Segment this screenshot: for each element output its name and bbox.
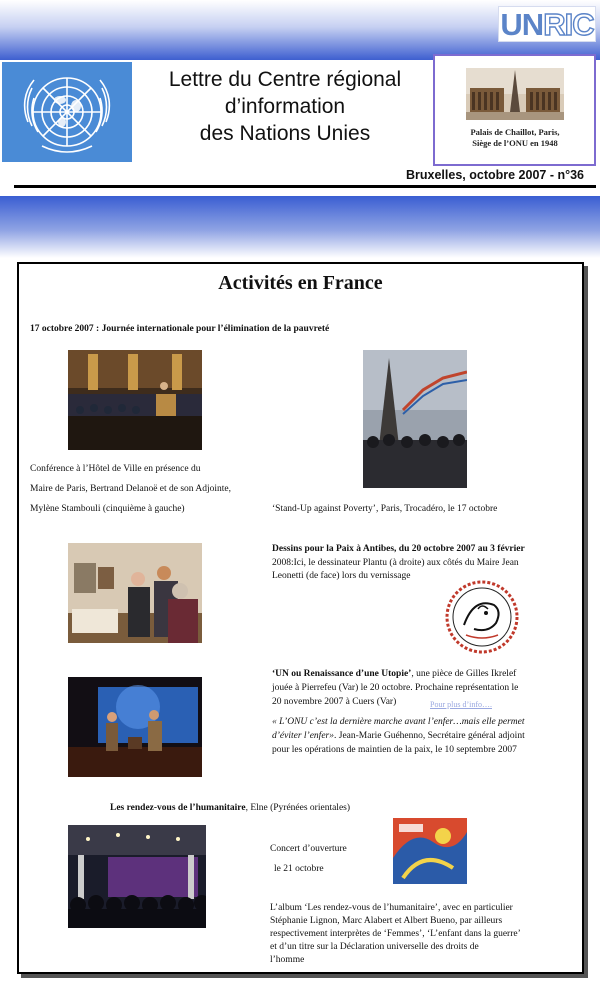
un-emblem [2,62,132,162]
title-line-1: Lettre du Centre régional [168,68,402,91]
quote-line-2 [272,730,584,743]
theatre-play-photo [68,677,202,777]
issue-dateline: Bruxelles, octobre 2007 - n°36 [406,168,584,182]
logo-un-text: UN [500,7,544,42]
conference-caption-line-2: Maire de Paris, Bertrand Delanoë et de son Adjointe, [30,484,232,494]
utopie-heading [272,668,584,681]
utopie-line-2: 20 novembre 2007 à Cuers (Var) [272,697,397,707]
chaillot-caption-line-1: Palais de Chaillot, Paris, [470,127,560,137]
standup-poverty-photo [363,350,467,488]
title-line-3: des Nations Unies [199,122,371,145]
palais-chaillot-photo [466,68,564,120]
secondary-gradient-band [0,196,600,258]
utopie-author: , une pièce de Gilles Ikrelef [411,669,517,679]
utopie-title: ‘UN ou Renaissance d’une Utopie’ [272,669,412,679]
quote-line-2-italic: d’éviter l’enfer» [272,731,334,741]
logo-ric-text: RIC [543,7,594,42]
concert-line-2: le 21 octobre [274,864,324,874]
album-line-2: Stéphanie Lignon, Marc Alabert et Albert Bueno, par ailleurs [270,916,503,926]
album-line-4: et d’un titre sur la Déclaration universelle des droits de [270,942,479,952]
section-title: Activités en France [218,272,383,294]
album-line-5: l’homme [270,955,305,965]
quote-line-3: pour les opérations de maintien de la paix, le 10 septembre 2007 [272,745,517,755]
title-line-2: d’information [224,95,346,118]
quote-line-1: « L’ONU c’est la dernière marche avant l’enfer…mais elle permet [272,717,525,727]
unric-logo [498,6,596,42]
header-rule [14,185,596,188]
conference-caption-line-1: Conférence à l’Hôtel de Ville en présence du [30,464,201,474]
conference-photo [68,350,202,450]
newsletter-title [140,66,430,147]
plantu-peace-drawing [444,579,520,655]
album-line-3: respectivement interprètes de ‘Femmes’, ‘L’enfant dans la guerre’ [270,929,521,939]
humanitaire-location: , Elne (Pyrénées orientales) [245,803,351,813]
humanitaire-title: Les rendez-vous de l’humanitaire [110,803,246,813]
poverty-heading: 17 octobre 2007 : Journée internationale pour l’élimination de la pauvreté [30,324,330,334]
antibes-heading: Dessins pour la Paix à Antibes, du 20 octobre 2007 au 3 février [272,544,525,554]
concert-photo [68,825,206,928]
antibes-line-1: 2008:Ici, le dessinateur Plantu (à droite) aux côtés du Maire Jean [272,558,519,568]
album-line-1: L’album ‘Les rendez-vous de l’humanitaire’, avec en particulier [270,903,513,913]
standup-caption: ‘Stand-Up against Poverty’, Paris, Trocadéro, le 17 octobre [272,504,498,514]
antibes-exhibition-photo [68,543,202,643]
concert-line-1: Concert d’ouverture [270,844,347,854]
chaillot-caption-line-2: Siège de l’ONU en 1948 [472,137,558,148]
chaillot-caption [438,127,592,148]
utopie-line-1: jouée à Pierrefeu (Var) le 20 octobre. Prochaine représentation le [272,683,519,693]
more-info-link[interactable]: Pour plus d’info…. [430,700,492,709]
humanitaire-heading [110,802,460,815]
conference-caption-line-3: Mylène Stambouli (cinquième à gauche) [30,504,185,514]
antibes-line-2: Leonetti (de face) lors du vernissage [272,571,411,581]
un-globe-icon [2,62,132,162]
quote-attribution: . Jean-Marie Guéhenno, Secrétaire général adjoint [334,731,525,741]
